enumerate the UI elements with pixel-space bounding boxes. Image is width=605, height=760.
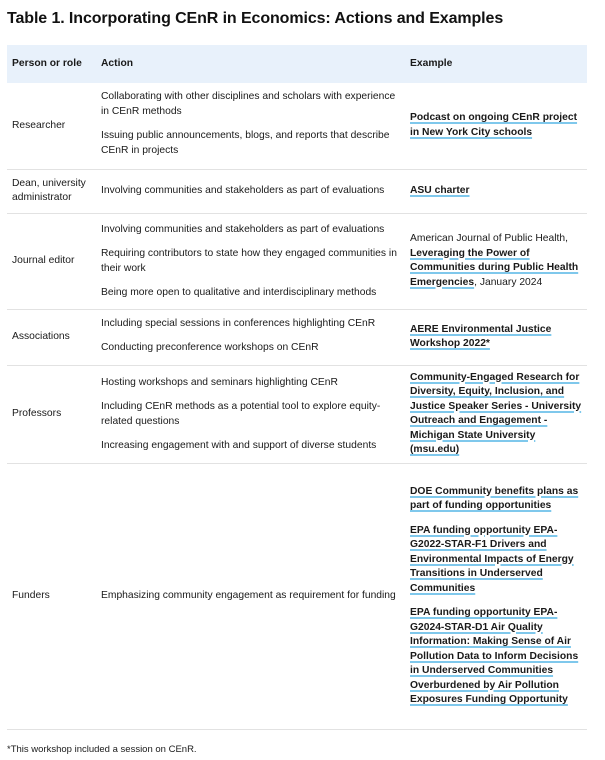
- example-link[interactable]: EPA funding opportunity EPA-G2022-STAR-F1 Drivers and Environmental Impacts of Energy Transitions in Underserved Communities: [410, 524, 574, 594]
- action-item: Increasing engagement with and support of diverse students: [101, 440, 377, 451]
- person-cell: Dean, university administrator: [7, 169, 96, 213]
- person-cell: Funders: [7, 463, 96, 729]
- action-item: Requiring contributors to state how they engaged communities in their work: [101, 248, 397, 274]
- example-cell: [405, 365, 587, 463]
- example-link[interactable]: AERE Environmental Justice Workshop 2022*: [410, 323, 552, 349]
- action-cell: [96, 365, 405, 463]
- example-link[interactable]: Leveraging the Power of Communities during Public Health Emergencies: [410, 247, 579, 288]
- person-cell: Journal editor: [7, 213, 96, 309]
- header-person: Person or role: [7, 45, 96, 83]
- example-link[interactable]: Community-Engaged Research for Diversity, Equity, Inclusion, and Justice Speaker Series - University Outreach and Engagement - Michigan State University (msu.edu): [410, 371, 582, 455]
- action-cell: [96, 309, 405, 365]
- person-cell: Researcher: [7, 83, 96, 169]
- cenr-table: [7, 45, 587, 730]
- example-suffix: , January 2024: [474, 276, 543, 288]
- action-item: Being more open to qualitative and interdisciplinary methods: [101, 287, 377, 298]
- action-cell: [96, 213, 405, 309]
- action-item: Including CEnR methods as a potential tool to explore equity-related questions: [101, 401, 381, 427]
- table-row: [7, 169, 587, 213]
- footnote: *This workshop included a session on CEnR.: [7, 744, 197, 755]
- action-cell: [96, 83, 405, 169]
- example-cell: [405, 213, 587, 309]
- example-link[interactable]: Podcast on ongoing CEnR project in New York City schools: [410, 112, 578, 138]
- example-cell: [405, 463, 587, 729]
- table-row: [7, 463, 587, 729]
- action-item: Involving communities and stakeholders as part of evaluations: [101, 184, 385, 196]
- example-link[interactable]: EPA funding opportunity EPA-G2024-STAR-D1 Air Quality Information: Making Sense of Air Pollution Data to Inform Decisions in Underserved Communities Overburdened by Air Pollution Exposures Funding Opportunity: [410, 607, 579, 705]
- example-link[interactable]: ASU charter: [410, 184, 470, 196]
- table-row: [7, 83, 587, 169]
- example-text: [410, 232, 582, 290]
- action-item: Involving communities and stakeholders as part of evaluations: [101, 223, 385, 235]
- action-item: Collaborating with other disciplines and scholars with experience in CEnR methods: [101, 91, 396, 117]
- action-cell: [96, 169, 405, 213]
- action-item: Issuing public announcements, blogs, and reports that describe CEnR in projects: [101, 130, 390, 156]
- action-item: Including special sessions in conferences highlighting CEnR: [101, 317, 376, 329]
- example-cell: [405, 309, 587, 365]
- header-example: Example: [405, 45, 587, 83]
- action-item: Emphasizing community engagement as requirement for funding: [101, 589, 396, 601]
- action-item: Hosting workshops and seminars highlighting CEnR: [101, 376, 338, 388]
- header-action: Action: [96, 45, 405, 83]
- example-prefix: American Journal of Public Health,: [410, 233, 568, 244]
- header-row: [7, 45, 587, 83]
- example-cell: [405, 169, 587, 213]
- person-cell: Associations: [7, 309, 96, 365]
- table-title: Table 1. Incorporating CEnR in Economics: Actions and Examples: [7, 10, 504, 27]
- table-row: [7, 309, 587, 365]
- table-row: [7, 365, 587, 463]
- table-row: [7, 213, 587, 309]
- action-cell: [96, 463, 405, 729]
- action-item: Conducting preconference workshops on CEnR: [101, 342, 319, 353]
- person-cell: Professors: [7, 365, 96, 463]
- example-link[interactable]: DOE Community benefits plans as part of funding opportunities: [410, 485, 579, 511]
- example-cell: [405, 83, 587, 169]
